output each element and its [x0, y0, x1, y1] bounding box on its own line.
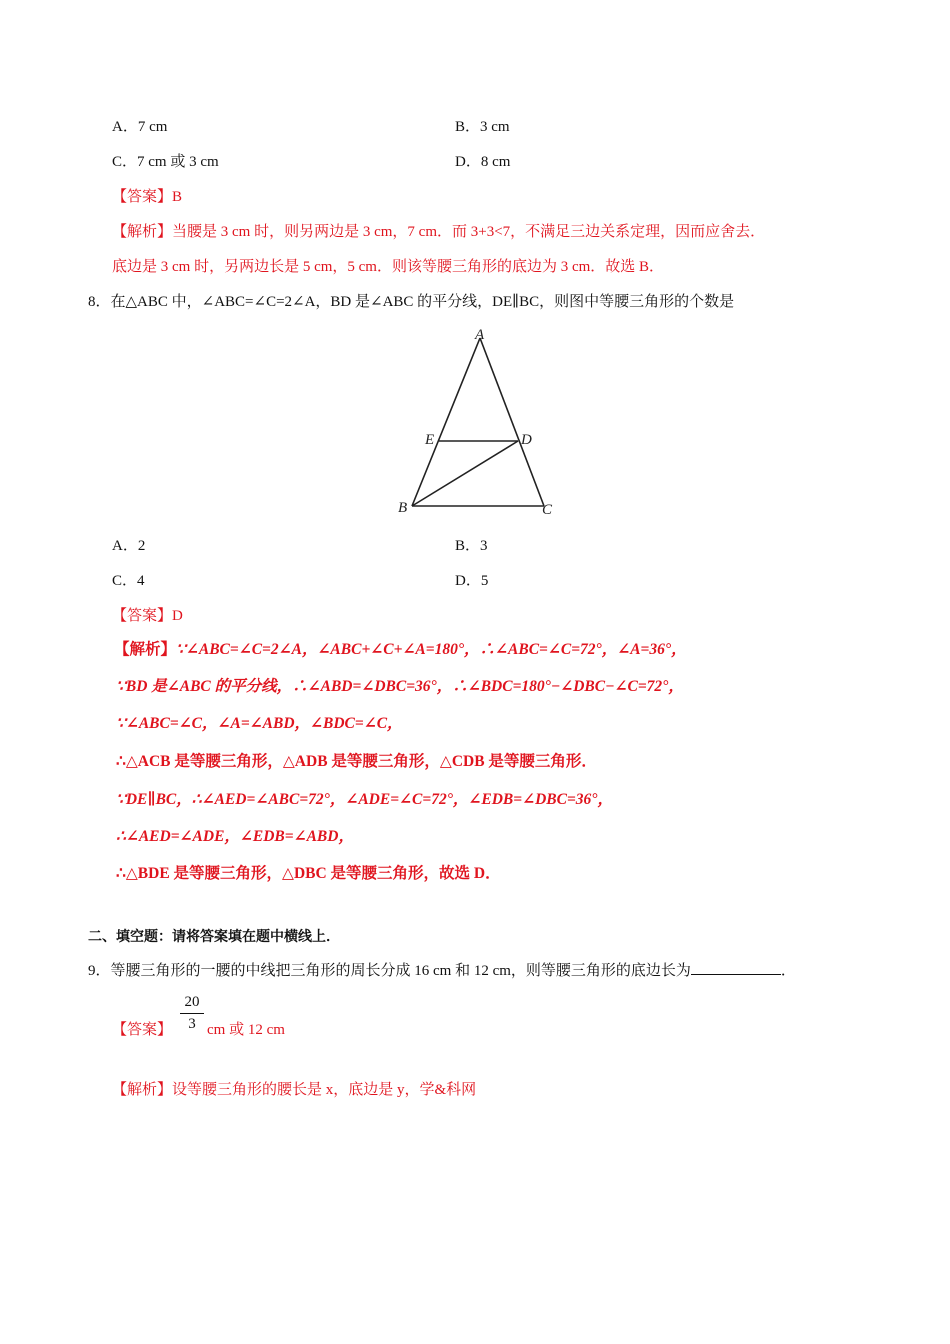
explanation-text: 当腰是 3 cm 时，则另两边是 3 cm，7 cm．而 3+3<7，不满足三边关系定理，因而应舍去． — [172, 224, 766, 240]
q8-explanation-line-5: ∵DE∥BC，∴∠AED=∠ABC=72°，∠ADE=∠C=72°，∠EDB=∠DBC=36°， — [116, 791, 613, 808]
q7-option-c: C．7 cm 或 3 cm — [112, 154, 219, 170]
q8-option-a: A．2 — [112, 538, 146, 554]
q7-option-d: D．8 cm — [455, 154, 511, 170]
fraction-numerator: 20 — [184, 994, 200, 1010]
q7-answer — [112, 187, 182, 207]
q8-explanation-line-1 — [114, 640, 687, 660]
q8-explanation-line-3: ∵∠ABC=∠C，∠A=∠ABD，∠BDC=∠C， — [116, 715, 403, 732]
vertex-label-b: B — [398, 500, 408, 516]
answer-tag: 【答案】 — [112, 608, 173, 624]
q8-explanation-line-2: ∵BD 是∠ABC 的平分线，∴∠ABD=∠DBC=36°，∴∠BDC=180°−∠DBC−∠C=72°， — [116, 678, 684, 695]
q8-explanation-line-6: ∴∠AED=∠ADE，∠EDB=∠ABD， — [116, 828, 354, 845]
q7-option-b: B．3 cm — [455, 119, 510, 135]
q8-answer — [112, 606, 183, 626]
q8-option-c: C．4 — [112, 573, 145, 589]
q9-answer-tag: 【答案】 — [112, 1022, 173, 1038]
answer-blank[interactable] — [691, 960, 781, 975]
explanation-tag: 【解析】 — [112, 224, 173, 240]
explanation-text: ∵∠ABC=∠C=2∠A，∠ABC+∠C+∠A=180°，∴∠ABC=∠C=72°，∠A=36°， — [176, 641, 687, 658]
vertex-label-e: E — [425, 432, 435, 448]
answer-value: B — [172, 189, 183, 205]
fraction-bar — [180, 1013, 204, 1014]
q7-explanation-line-2: 底边是 3 cm 时，另两边长是 5 cm，5 cm．则该等腰三角形的底边为 3 cm．故选 B． — [112, 259, 665, 275]
q8-explanation-line-7: ∴△BDE 是等腰三角形，△DBC 是等腰三角形，故选 D． — [116, 865, 501, 882]
section-title: 二、填空题：请将答案填在题中横线上． — [88, 929, 340, 945]
q7-explanation-line-1 — [112, 222, 765, 242]
explanation-tag: 【解析】 — [114, 641, 177, 658]
q9-stem-text: 9．等腰三角形的一腰的中线把三角形的周长分成 16 cm 和 12 cm，则等腰三角形的底边长为 — [88, 963, 691, 979]
fraction-denominator: 3 — [188, 1016, 196, 1032]
explanation-text: 设等腰三角形的腰长是 x，底边是 y，学&科网 — [172, 1082, 477, 1098]
triangle-figure — [390, 322, 570, 522]
q8-stem: 8．在△ABC 中，∠ABC=∠C=2∠A，BD 是∠ABC 的平分线，DE∥BC，则图中等腰三角形的个数是 — [88, 294, 735, 310]
q9-answer-rest: cm 或 12 cm — [207, 1022, 285, 1038]
q8-option-b: B．3 — [455, 538, 488, 554]
vertex-label-d: D — [521, 432, 532, 448]
q9-stem-end: ． — [780, 963, 796, 979]
q9-explanation — [112, 1080, 476, 1100]
q8-explanation-line-4: ∴△ACB 是等腰三角形，△ADB 是等腰三角形，△CDB 是等腰三角形． — [116, 753, 597, 770]
q7-option-a: A．7 cm — [112, 119, 168, 135]
vertex-label-a: A — [475, 327, 485, 343]
vertex-label-c: C — [542, 502, 553, 518]
explanation-tag: 【解析】 — [112, 1082, 173, 1098]
q8-option-d: D．5 — [455, 573, 489, 589]
q9-stem — [88, 960, 796, 981]
answer-fraction — [180, 994, 204, 1033]
answer-tag: 【答案】 — [112, 189, 173, 205]
answer-value: D — [172, 608, 183, 624]
